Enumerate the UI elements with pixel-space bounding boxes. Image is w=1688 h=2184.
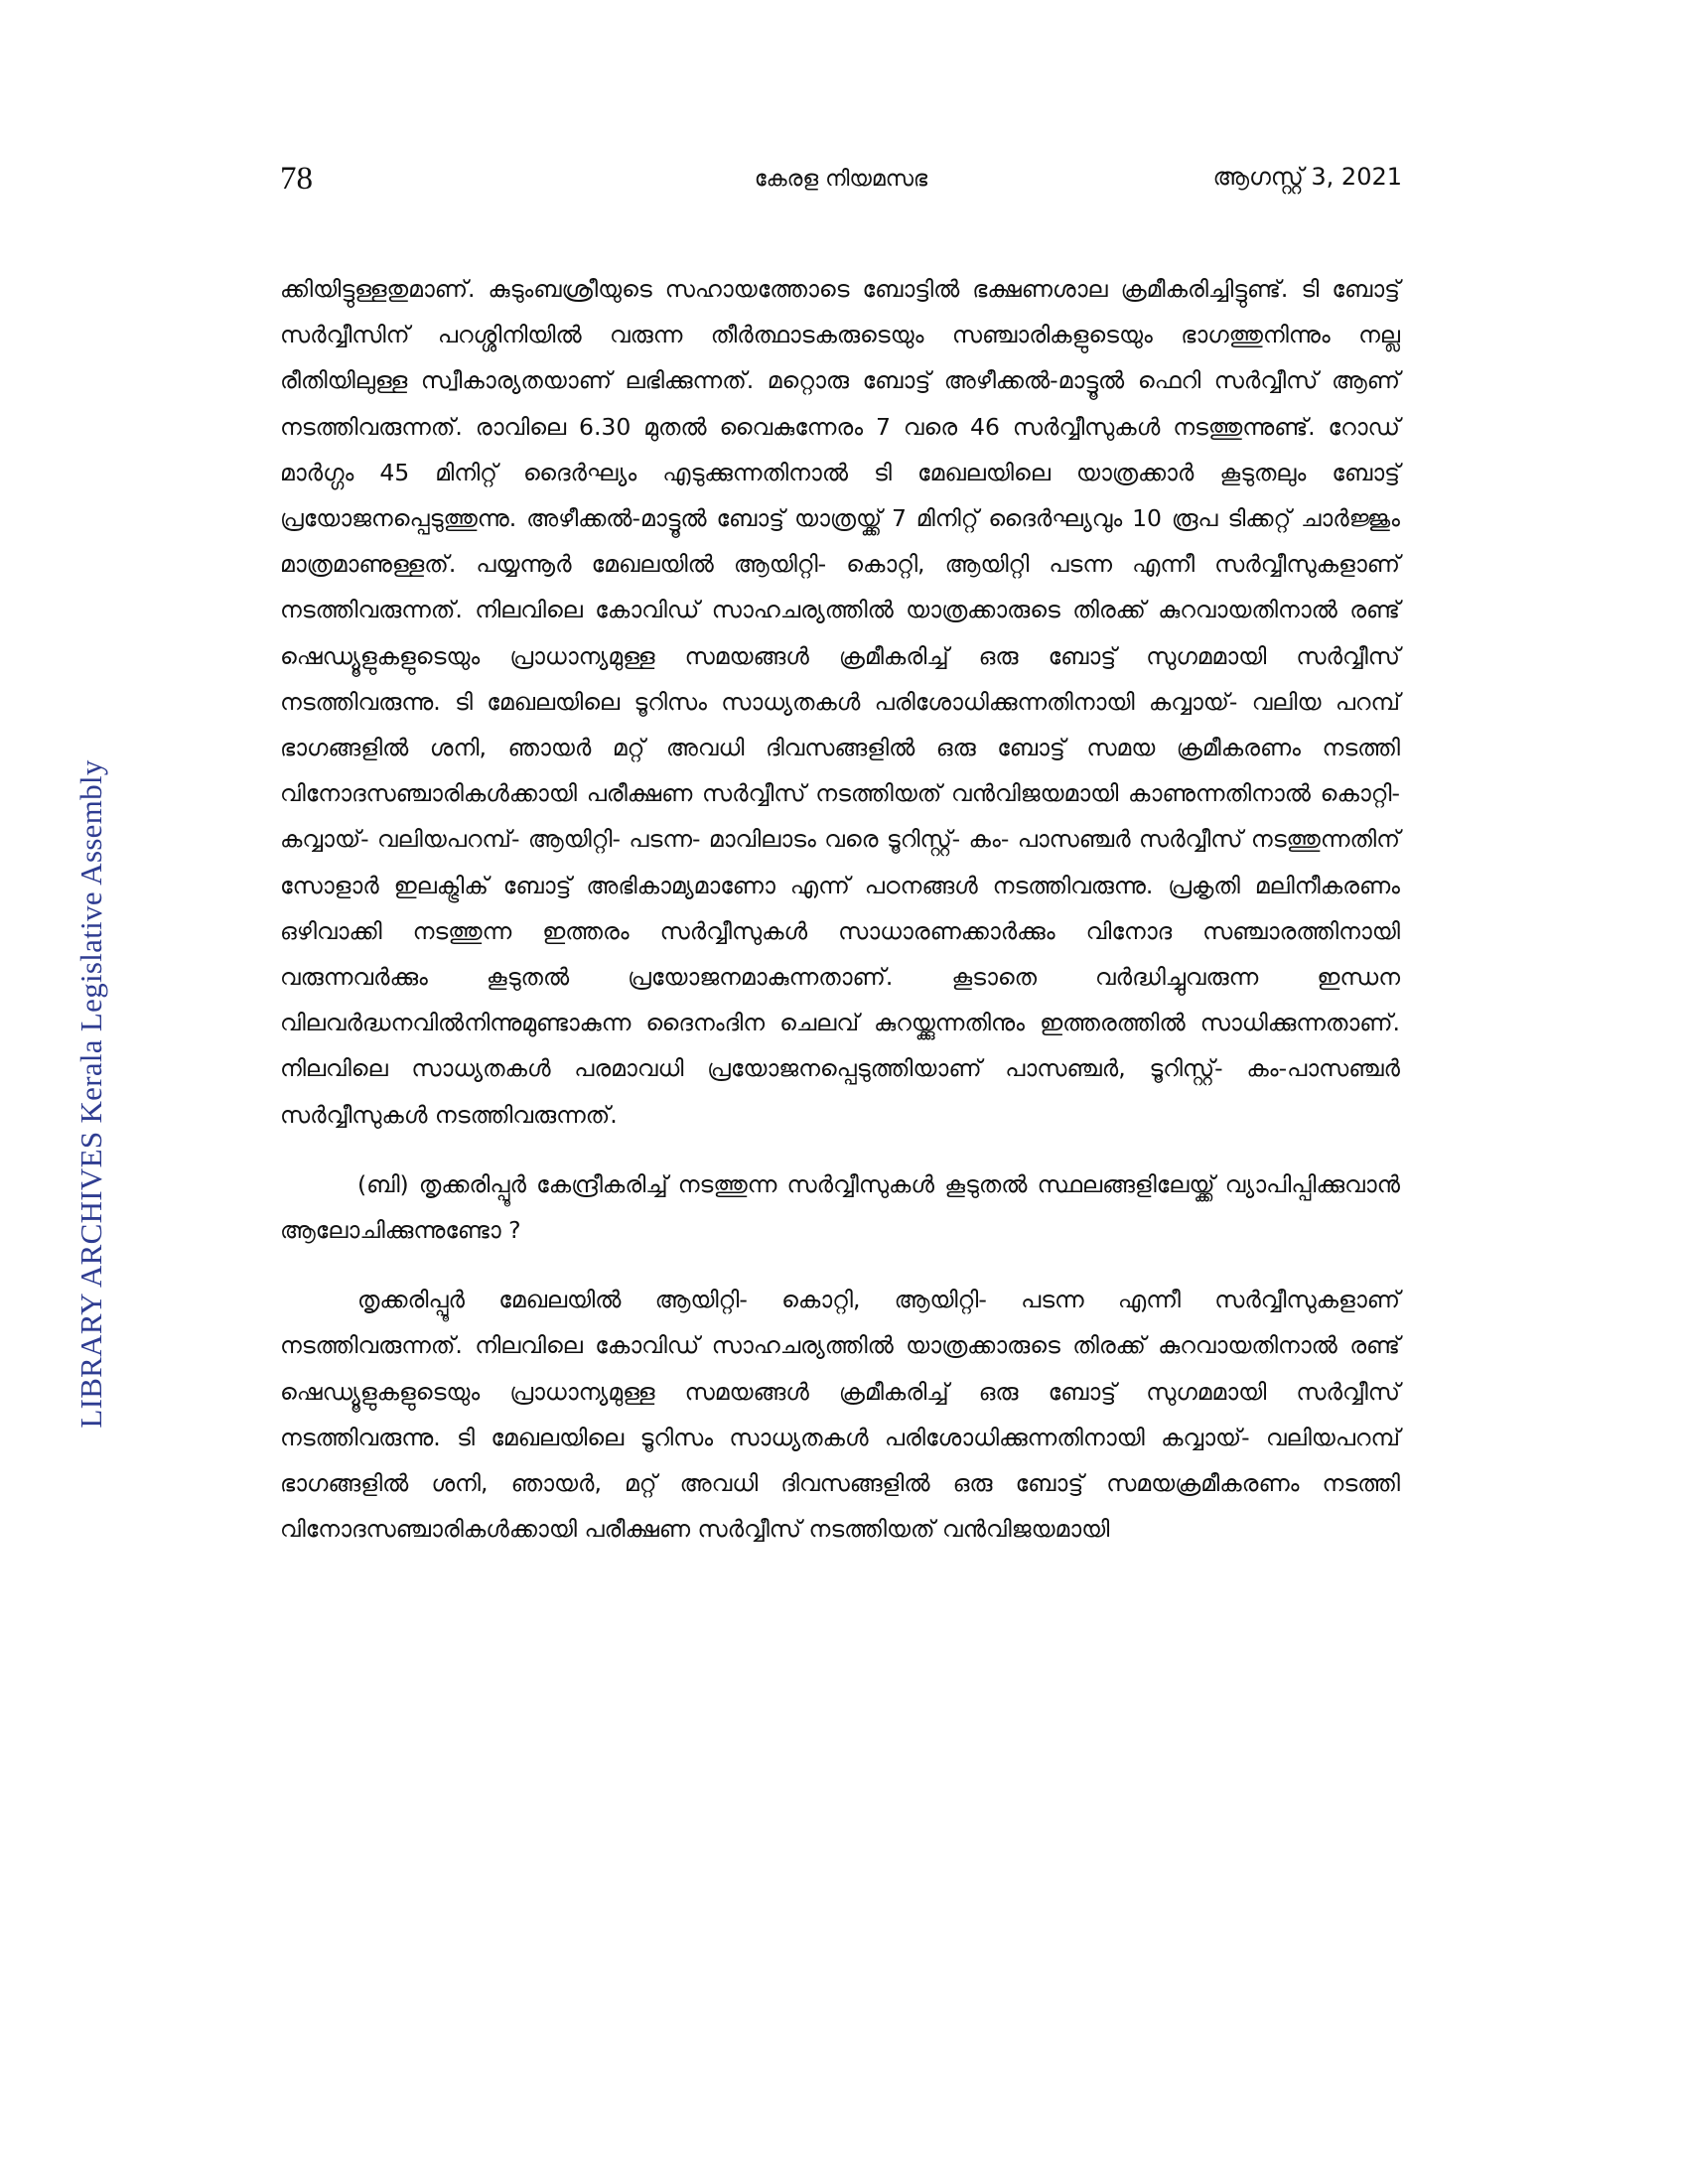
header-date: ആഗസ്റ്റ് 3, 2021 [1212,163,1402,191]
answer-body [280,266,1400,1552]
question-b: (ബി) തൃക്കരിപ്പൂർ കേന്ദ്രീകരിച്ച് നടത്തുന്ന സർവ്വീസുകൾ കൂടുതൽ സ്ഥലങ്ങളിലേയ്ക്ക് വ്യാപിപ്പിക്കുവാൻ ആലോചിക്കുന്നുണ്ടോ ? [280,1169,1400,1245]
archive-watermark: LIBRARY ARCHIVES Kerala Legislative Assembly [73,759,108,1429]
answer-paragraph-a: ക്കിയിട്ടുള്ളതുമാണ്. കുടുംബശ്രീയുടെ സഹായത്തോടെ ബോട്ടിൽ ഭക്ഷണശാല ക്രമീകരിച്ചിട്ടുണ്ട്. ടി ബോട്ട് സർവ്വീസിന് പറശ്ശിനിയിൽ വരുന്ന തീർത്ഥാടകരുടെയും സഞ്ചാരികളുടെയും ഭാഗത്തുനിന്നും നല്ല രീതിയിലുള്ള സ്വീകാര്യതയാണ് ലഭിക്കുന്നത്. മറ്റൊരു ബോട്ട് അഴീക്കൽ-മാട്ടൂൽ ഫെറി സർവ്വീസ് ആണ് നടത്തിവരുന്നത്. രാവിലെ 6.30 മുതൽ വൈകുന്നേരം 7 വരെ 46 സർവ്വീസുകൾ നടത്തുന്നുണ്ട്. റോഡ് മാർഗ്ഗം 45 മിനിറ്റ് ദൈർഘ്യം എടുക്കുന്നതിനാൽ ടി മേഖലയിലെ യാത്രക്കാർ കൂടുതലും ബോട്ട് പ്രയോജനപ്പെടുത്തുന്നു. അഴീക്കൽ-മാട്ടൂൽ ബോട്ട് യാത്രയ്ക്ക് 7 മിനിറ്റ് ദൈർഘ്യവും 10 രൂപ ടിക്കറ്റ് ചാർജ്ജും മാത്രമാണുള്ളത്. പയ്യന്നൂർ മേഖലയിൽ ആയിറ്റി- കൊറ്റി, ആയിറ്റി പടന്ന എന്നീ സർവ്വീസുകളാണ് നടത്തിവരുന്നത്. നിലവിലെ കോവിഡ് സാഹചര്യത്തിൽ യാത്രക്കാരുടെ തിരക്ക് കുറവായതിനാൽ രണ്ട് ഷെഡ്യൂളുകളുടെയും പ്രാധാന്യമുള്ള സമയങ്ങൾ ക്രമീകരിച്ച് ഒരു ബോട്ട് സുഗമമായി സർവ്വീസ് നടത്തിവരുന്നു. ടി മേഖലയിലെ ടൂറിസം സാധ്യതകൾ പരിശോധിക്കുന്നതിനായി കവ്വായ്- വലിയ പറമ്പ് ഭാഗങ്ങളിൽ ശനി, ഞായർ മറ്റ് അവധി ദിവസങ്ങളിൽ ഒരു ബോട്ട് സമയ ക്രമീകരണം നടത്തി വിനോദസഞ്ചാരികൾക്കായി പരീക്ഷണ സർവ്വീസ് നടത്തിയത് വൻവിജയമായി കാണുന്നതിനാൽ കൊറ്റി- കവ്വായ്- വലിയപറമ്പ്- ആയിറ്റി- പടന്ന- മാവിലാടം വരെ ടൂറിസ്റ്റ്- കം- പാസഞ്ചർ സർവ്വീസ് നടത്തുന്നതിന് സോളാർ ഇലക്ട്രിക് ബോട്ട് അഭികാമ്യമാണോ എന്ന് പഠനങ്ങൾ നടത്തിവരുന്നു. പ്രകൃതി മലിനീകരണം ഒഴിവാക്കി നടത്തുന്ന ഇത്തരം സർവ്വീസുകൾ സാധാരണക്കാർക്കും വിനോദ സഞ്ചാരത്തിനായി വരുന്നവർക്കും കൂടുതൽ പ്രയോജനമാകുന്നതാണ്. കൂടാതെ വർദ്ധിച്ചുവരുന്ന ഇന്ധന വിലവർദ്ധനവിൽനിന്നുമുണ്ടാകുന്ന ദൈനംദിന ചെലവ് കുറയ്ക്കുന്നതിനും ഇത്തരത്തിൽ സാധിക്കുന്നതാണ്. നിലവിലെ സാധ്യതകൾ പരമാവധി പ്രയോജനപ്പെടുത്തിയാണ് പാസഞ്ചർ, ടൂറിസ്റ്റ്- കം-പാസഞ്ചർ സർവ്വീസുകൾ നടത്തിവരുന്നത്. [280,275,1400,1129]
answer-paragraph-b: തൃക്കരിപ്പൂർ മേഖലയിൽ ആയിറ്റി- കൊറ്റി, ആയിറ്റി- പടന്ന എന്നീ സർവ്വീസുകളാണ് നടത്തിവരുന്നത്. നിലവിലെ കോവിഡ് സാഹചര്യത്തിൽ യാത്രക്കാരുടെ തിരക്ക് കുറവായതിനാൽ രണ്ട് ഷെഡ്യൂളുകളുടെയും പ്രാധാന്യമുള്ള സമയങ്ങൾ ക്രമീകരിച്ച് ഒരു ബോട്ട് സുഗമമായി സർവ്വീസ് നടത്തിവരുന്നു. ടി മേഖലയിലെ ടൂറിസം സാധ്യതകൾ പരിശോധിക്കുന്നതിനായി കവ്വായ്- വലിയപറമ്പ് ഭാഗങ്ങളിൽ ശനി, ഞായർ, മറ്റ് അവധി ദിവസങ്ങളിൽ ഒരു ബോട്ട് സമയക്രമീകരണം നടത്തി വിനോദസഞ്ചാരികൾക്കായി പരീക്ഷണ സർവ്വീസ് നടത്തിയത് വൻവിജയമായി [280,1286,1400,1544]
running-title: കേരള നിയമസഭ [754,167,928,192]
page-number: 78 [280,161,313,197]
page-header [280,161,1402,210]
